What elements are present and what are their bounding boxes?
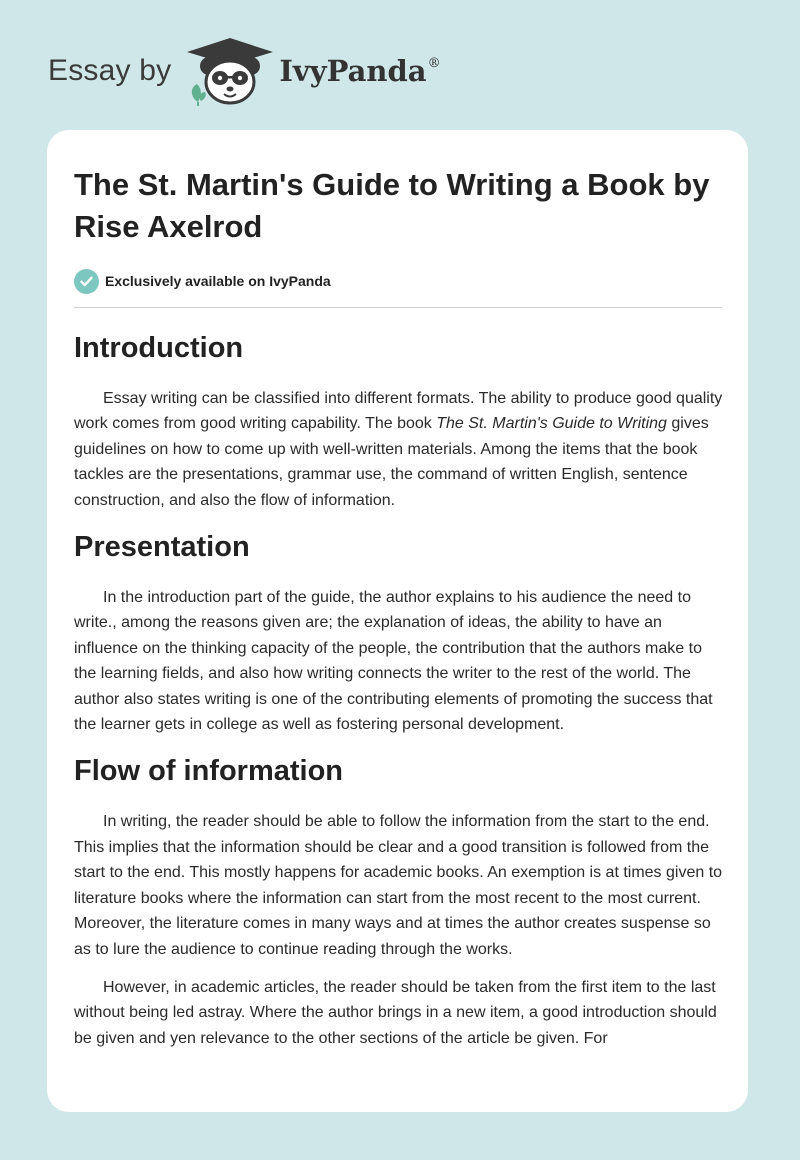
panda-logo-icon[interactable] [185,36,275,106]
brand-name[interactable] [279,54,440,88]
section-heading: Introduction [74,332,244,364]
book-title-italic: The St. Martin's Guide to Writing [436,415,667,433]
section-heading: Presentation [74,531,250,564]
section-presentation [74,529,724,737]
section-paragraph: However, in academic articles, the reader should be taken from the first item to the last without being led astray. Where the author brings in a new item, a good introduction should be given and yen relevance to the other sections of the article be given. For [74,978,717,1047]
section-flow-of-information [74,753,724,1051]
paragraph-text: gives guidelines on how to come up with well-written materials. Among the items that the book tackles are the presentations, grammar use, the command of written English, sentence construction, and also the flow of information. [74,415,709,509]
checkmark-icon [74,269,99,294]
registered-mark: ® [427,56,441,71]
section-heading: Flow of information [74,755,344,788]
section-paragraph [74,386,724,513]
title-divider [74,307,722,308]
article-card [47,130,748,1112]
section-paragraph: In writing, the reader should be able to follow the information from the start to the end. This implies that the information should be clear and a good transition is followed from the start to the end. This mostly happens for academic books. An exemption is at times given to literature books where the information can start from the most recent to the most current. Moreover, the literature comes in many ways and at times the author creates suspense so as to lure the audience to continue reading through the works. [74,813,723,958]
site-header [48,36,441,106]
section-introduction [74,330,724,513]
exclusive-badge [74,268,724,294]
paragraph-text: Essay writing can be classified into different formats. The ability to produce good quality work comes from good writing capability. The book [74,390,723,433]
section-paragraph: In the introduction part of the guide, the author explains to his audience the need to write., among the reasons given are; the explanation of ideas, the ability to have an influence on the thinking capacity of the people, the contribution that the authors make to the learning fields, and also how writing connects the writer to the rest of the world. The author also states writing is one of the contributing elements of promoting the success that the learner gets in college as well as fostering personal development. [74,589,713,734]
checkmark-glyph [80,276,93,287]
article-title: The St. Martin's Guide to Writing a Book by Rise Axelrod [74,167,710,244]
exclusive-badge-text: Exclusively available on IvyPanda [105,273,331,289]
brand-name-text[interactable]: IvyPanda [279,54,427,88]
article-content [74,164,724,1051]
brand-prefix: Essay by [48,54,172,87]
